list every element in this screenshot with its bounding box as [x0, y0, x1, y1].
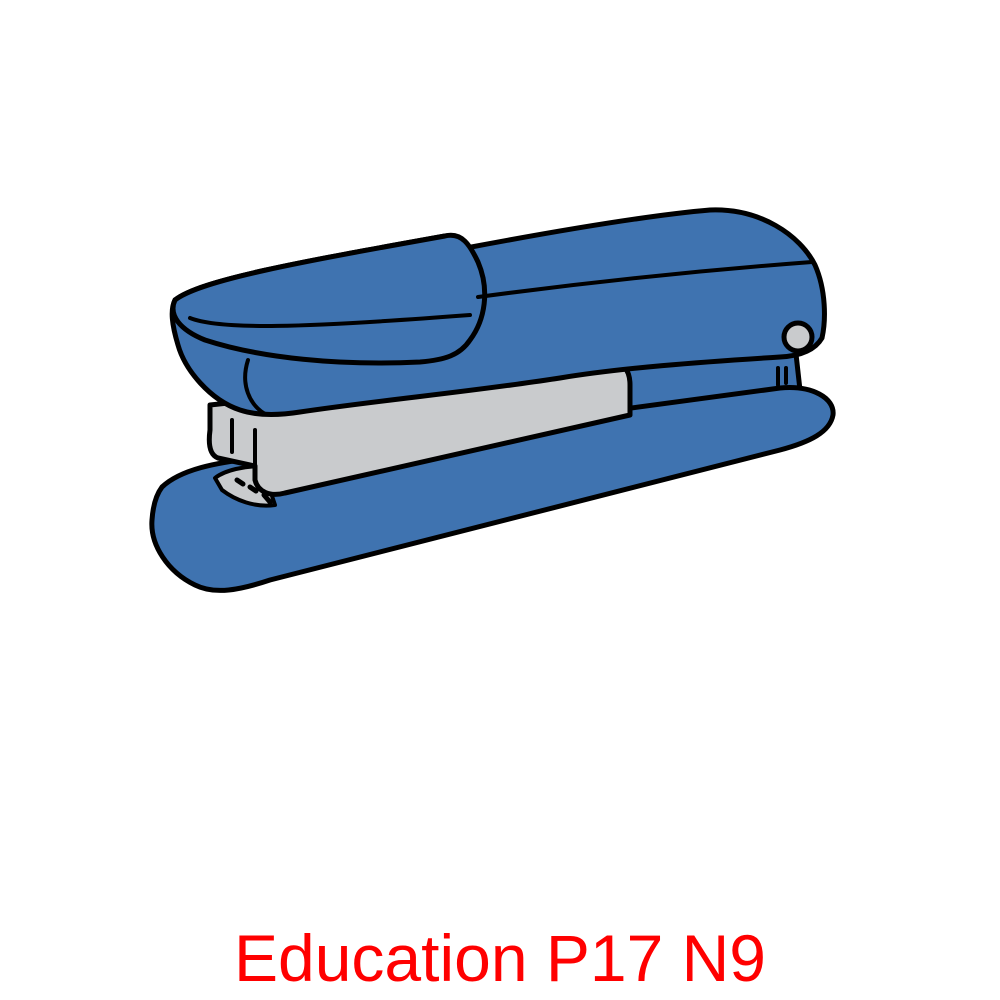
hinge-pin	[784, 323, 812, 351]
stapler-icon	[152, 210, 833, 591]
front-cap	[173, 235, 485, 363]
caption-label: Education P17 N9	[233, 921, 767, 995]
